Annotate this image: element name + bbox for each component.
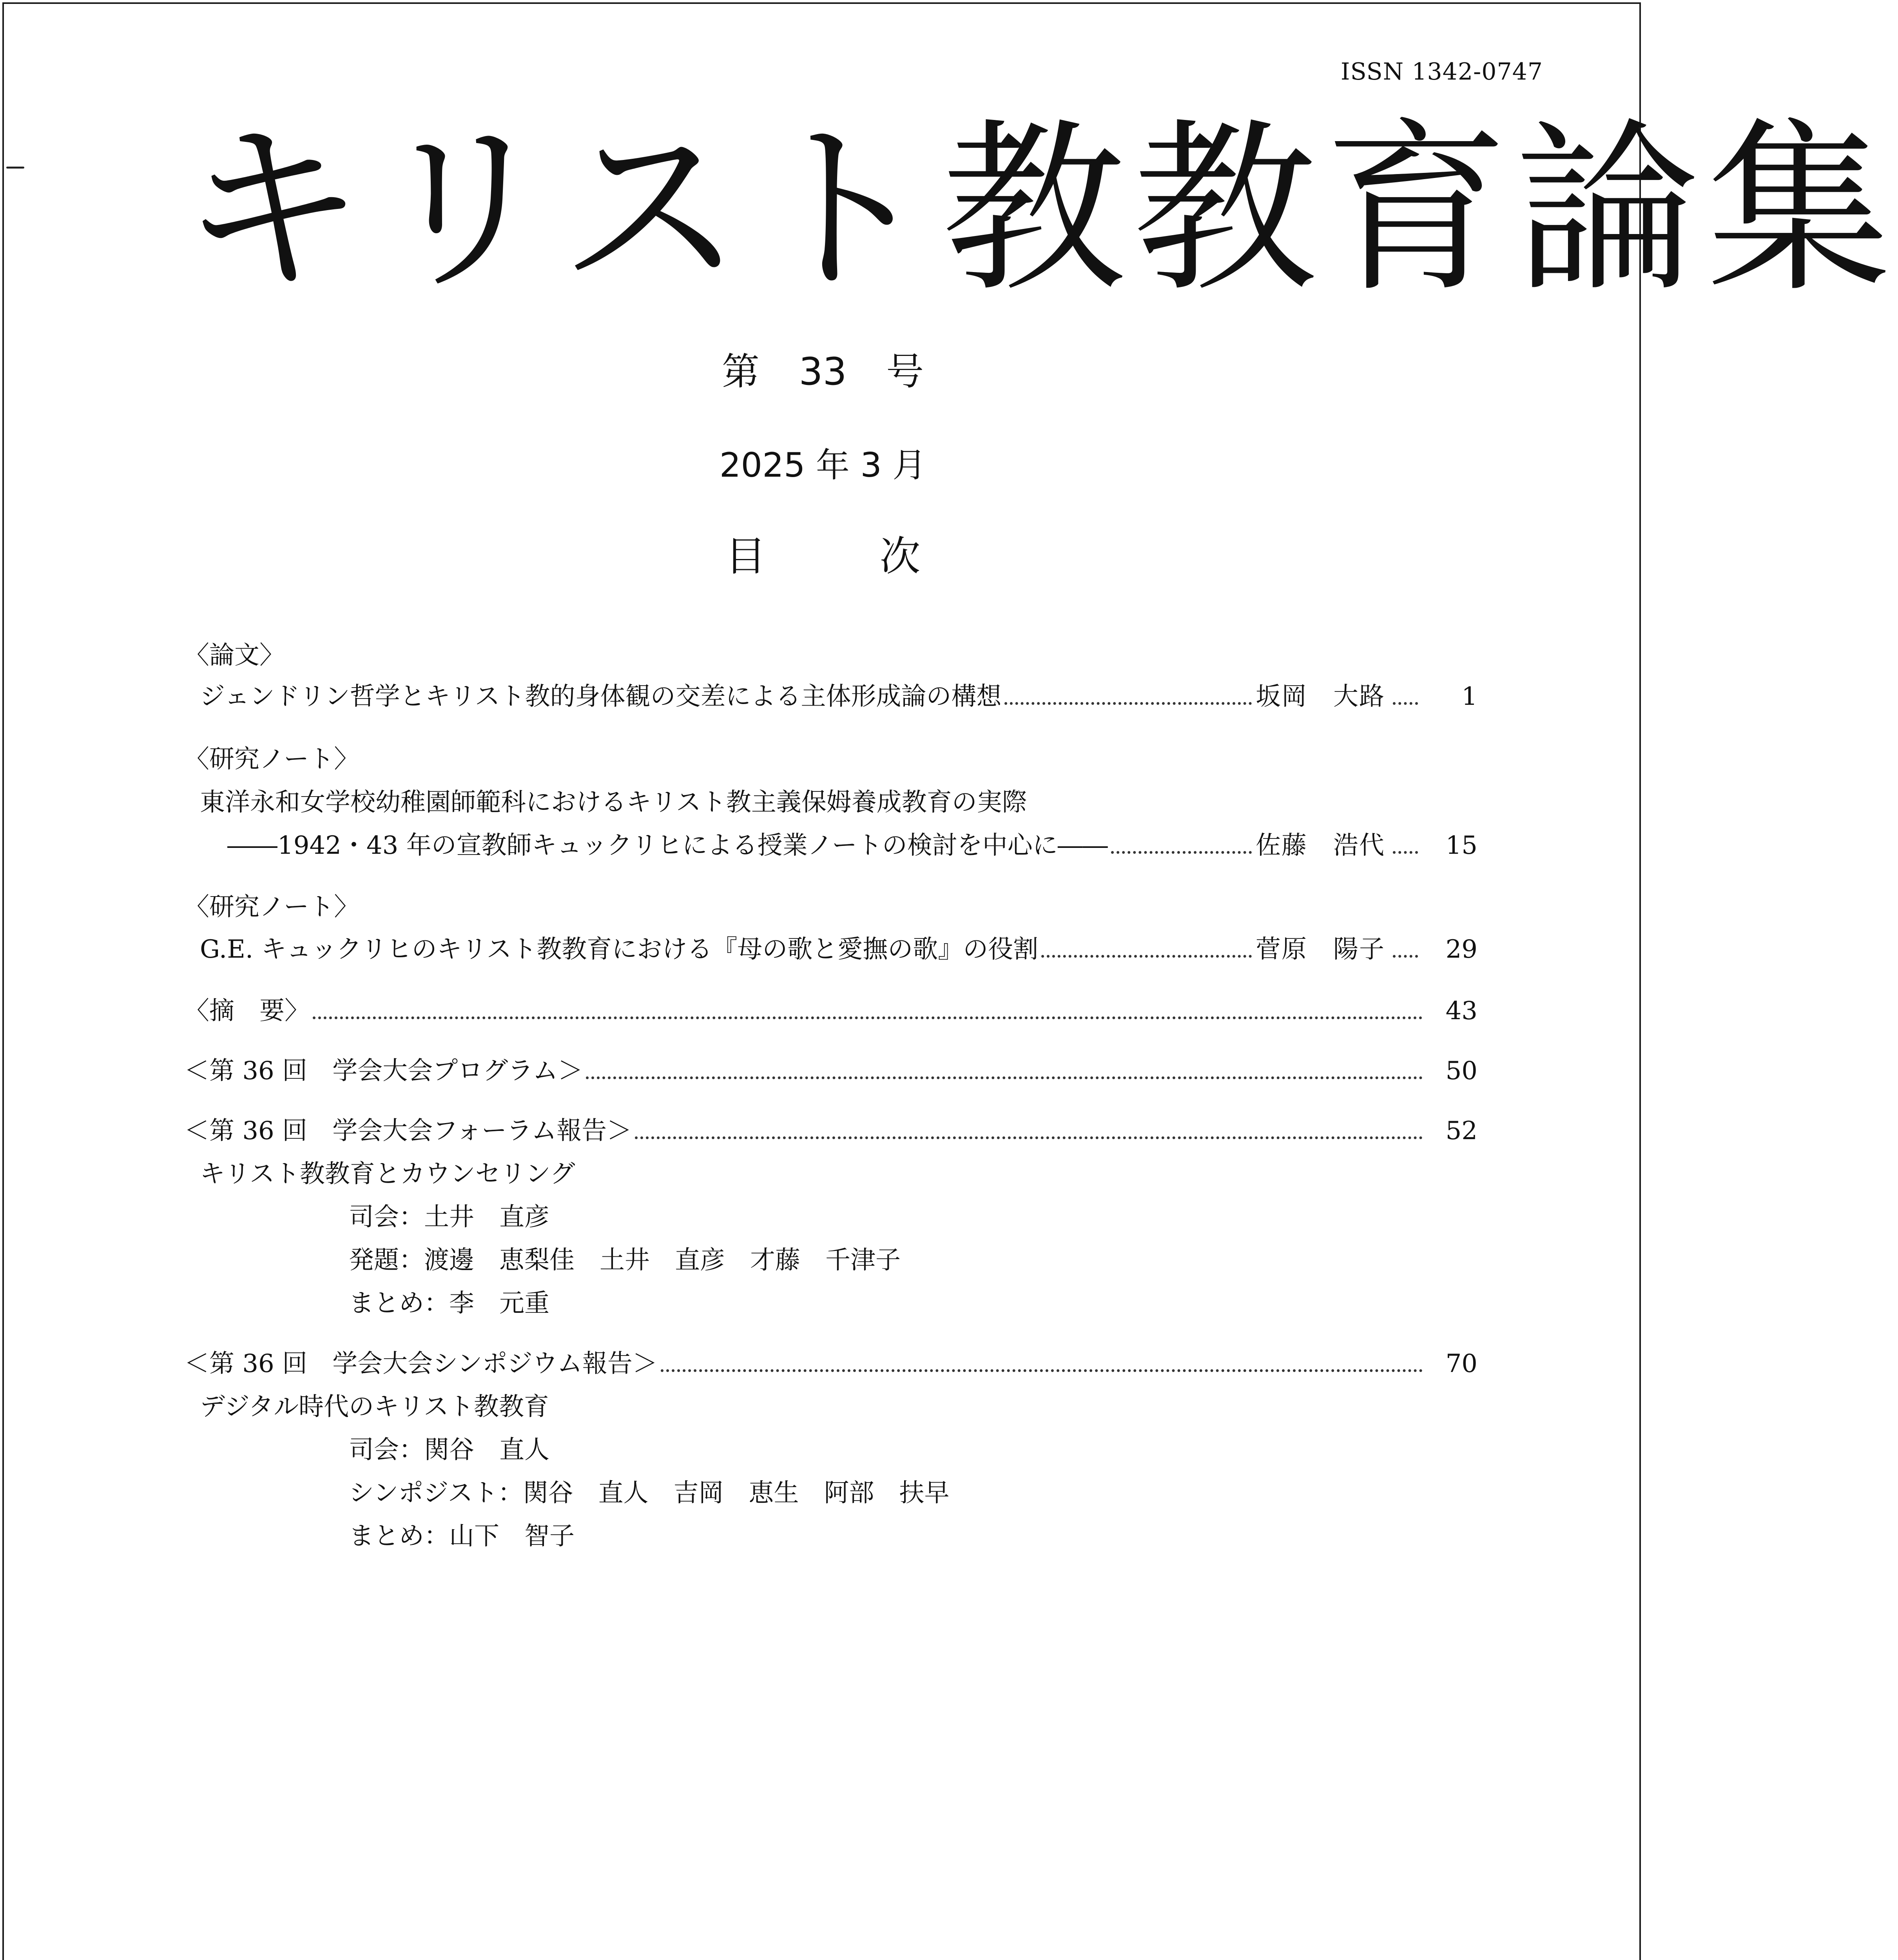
forum-speakers: 発題：渡邊 恵梨佳 土井 直彦 才藤 千津子	[349, 1246, 901, 1275]
leader-dots	[1393, 851, 1418, 854]
toc-entry-article[interactable]	[200, 676, 1477, 711]
issn: ISSN 1342-0747	[1340, 58, 1543, 85]
toc-category-note2: 〈研究ノート〉	[184, 893, 359, 922]
toc-entry-author: 坂岡 大路	[1256, 682, 1385, 711]
toc-entry-author: 佐藤 浩代	[1256, 831, 1385, 860]
toc-entry-label: ＜第 36 回 学会大会フォーラム報告＞	[184, 1116, 632, 1145]
toc-entry-page: 52	[1445, 1116, 1477, 1145]
toc-entry-symposium[interactable]	[184, 1343, 1477, 1378]
leader-dots	[635, 1136, 1423, 1139]
leader-dots	[586, 1076, 1423, 1079]
toc-heading: 目次	[725, 532, 1034, 580]
toc-entry-author: 菅原 陽子	[1256, 935, 1385, 964]
toc-entry-page: 50	[1445, 1056, 1477, 1085]
leader-dots	[1111, 851, 1252, 854]
toc-entry-page: 43	[1445, 996, 1477, 1025]
scan-speck	[6, 167, 24, 169]
leader-dots	[1393, 702, 1418, 705]
toc-entry-page: 70	[1445, 1349, 1477, 1378]
toc-entry-title: ジェンドリン哲学とキリスト教的身体観の交差による主体形成論の構想	[200, 682, 1002, 711]
toc-entry-title: G.E. キュックリヒのキリスト教教育における『母の歌と愛撫の歌』の役割	[200, 935, 1039, 964]
toc-entry-forum[interactable]	[184, 1111, 1477, 1145]
forum-summary: まとめ：李 元重	[349, 1289, 549, 1318]
journal-title: キリスト教教育論集	[180, 102, 1898, 317]
toc-entry-label: ＜第 36 回 学会大会シンポジウム報告＞	[184, 1349, 658, 1378]
issue-date: 2025 年 3 月	[719, 446, 926, 485]
leader-dots	[1004, 702, 1252, 705]
toc-entry-abstracts[interactable]	[184, 991, 1477, 1025]
toc-entry-page: 15	[1445, 831, 1477, 860]
toc-entry-subtitle: ――1942・43 年の宣教師キュックリヒによる授業ノートの検討を中心に――	[227, 831, 1108, 860]
symposium-panelists: シンポジスト：関谷 直人 吉岡 恵生 阿部 扶早	[349, 1479, 950, 1508]
leader-dots	[661, 1369, 1423, 1372]
leader-dots	[1041, 955, 1252, 958]
toc-entry-note2[interactable]	[200, 929, 1477, 964]
toc-category-article: 〈論文〉	[184, 641, 285, 670]
toc-entry-page: 1	[1461, 682, 1477, 711]
toc-entry-title[interactable]: 東洋永和女学校幼稚園師範科におけるキリスト教主義保姆養成教育の実際	[200, 788, 1027, 817]
toc-entry-label: 〈摘 要〉	[184, 996, 310, 1025]
symposium-theme: デジタル時代のキリスト教教育	[200, 1392, 549, 1421]
toc-entry-note1[interactable]	[227, 825, 1477, 860]
leader-dots	[313, 1016, 1423, 1019]
forum-chair: 司会：土井 直彦	[349, 1203, 549, 1232]
toc-entry-page: 29	[1445, 935, 1477, 964]
symposium-chair: 司会：関谷 直人	[349, 1436, 549, 1465]
toc-category-note1: 〈研究ノート〉	[184, 745, 359, 774]
forum-theme: キリスト教教育とカウンセリング	[200, 1160, 575, 1189]
leader-dots	[1393, 955, 1418, 958]
issue-number: 第 33 号	[721, 350, 924, 394]
symposium-summary: まとめ：山下 智子	[349, 1522, 575, 1551]
toc-entry-label: ＜第 36 回 学会大会プログラム＞	[184, 1056, 583, 1085]
toc-entry-program[interactable]	[184, 1051, 1477, 1085]
